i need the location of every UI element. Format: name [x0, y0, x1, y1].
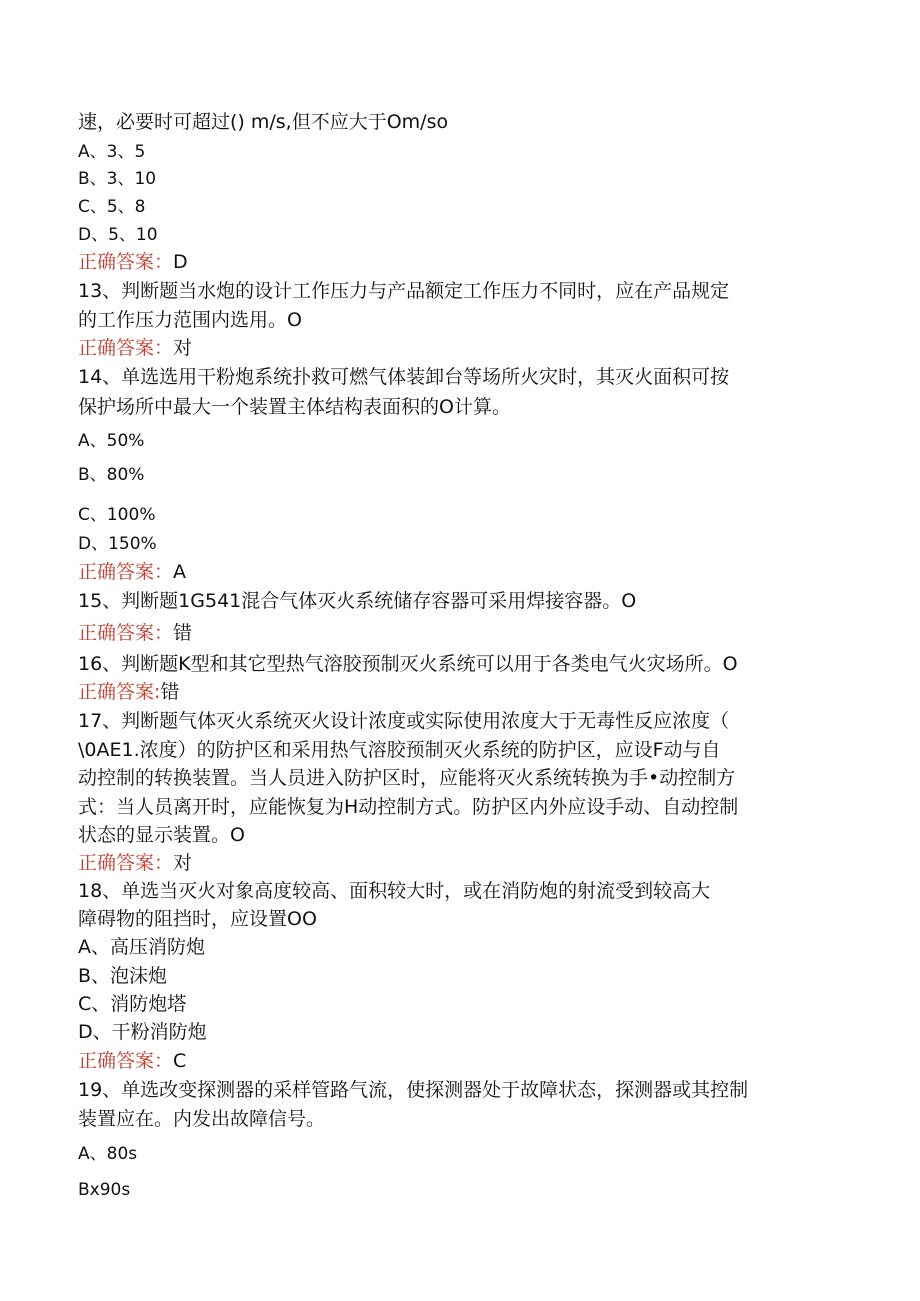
answer-line	[78, 337, 192, 359]
option-a: A、3、5	[78, 142, 146, 162]
question-19-line2: 装置应在。内发出故障信号。	[78, 1108, 326, 1130]
question-16: 16、判断题K型和其它型热气溶胶预制灭火系统可以用于各类电气火灾场所。O	[78, 653, 738, 675]
option-c: C、消防炮塔	[78, 993, 187, 1015]
answer-line	[78, 1050, 186, 1072]
question-stem-continuation: 速，必要时可超过() m/s,但不应大于Om/so	[78, 111, 449, 133]
answer-label: 正确答案：	[78, 251, 174, 273]
question-15: 15、判断题1G541混合气体灭火系统储存容器可采用焊接容器。O	[78, 590, 637, 612]
answer-line	[78, 852, 192, 874]
answer-line	[78, 622, 192, 644]
answer-label: 正确答案：	[78, 852, 174, 874]
option-a: A、高压消防炮	[78, 936, 205, 958]
option-d: D、干粉消防炮	[78, 1021, 207, 1043]
answer-label: 正确答案：	[78, 561, 174, 583]
answer-value: D	[173, 251, 188, 273]
option-b: B、3、10	[78, 169, 157, 189]
question-18-line2: 障碍物的阻挡时，应设置OO	[78, 908, 317, 930]
question-17-line5: 状态的显示装置。O	[78, 824, 245, 846]
question-17: 17、判断题气体灭火系统灭火设计浓度或实际使用浓度大于无毒性反应浓度（	[78, 710, 730, 732]
answer-label: 正确答案：	[78, 622, 174, 644]
option-b: B、80%	[78, 465, 145, 485]
question-13: 13、判断题当水炮的设计工作压力与产品额定工作压力不同时，应在产品规定	[78, 280, 730, 302]
answer-value: 错	[160, 681, 180, 703]
option-c: C、5、8	[78, 197, 146, 217]
question-17-line4: 式：当人员离开时，应能恢复为H动控制方式。防护区内外应设手动、自动控制	[78, 796, 739, 818]
option-b: B、泡沫炮	[78, 965, 168, 987]
answer-value: C	[173, 1050, 187, 1072]
answer-label: 正确答案：	[78, 337, 174, 359]
answer-value: A	[173, 561, 187, 583]
answer-value: 对	[173, 337, 193, 359]
question-14: 14、单选选用干粉炮系统扑救可燃气体装卸台等场所火灾时，其灭火面积可按	[78, 366, 730, 388]
option-d: D、5、10	[78, 225, 158, 245]
answer-label: 正确答案:	[78, 681, 161, 703]
answer-label: 正确答案：	[78, 1050, 174, 1072]
answer-line	[78, 251, 188, 273]
answer-line	[78, 681, 179, 703]
question-19: 19、单选改变探测器的采样管路气流，使探测器处于故障状态，探测器或其控制	[78, 1079, 749, 1101]
question-14-line2: 保护场所中最大一个装置主体结构表面积的O计算。	[78, 396, 511, 418]
option-c: C、100%	[78, 505, 156, 525]
answer-line	[78, 561, 186, 583]
option-d: D、150%	[78, 534, 157, 554]
answer-value: 对	[173, 852, 193, 874]
question-18: 18、单选当灭火对象高度较高、面积较大时，或在消防炮的射流受到较高大	[78, 880, 711, 902]
question-17-line2: \0AE1.浓度）的防护区和采用热气溶胶预制灭火系统的防护区，应设F动与自	[78, 739, 721, 761]
option-a: A、50%	[78, 431, 145, 451]
question-13-line2: 的工作压力范围内选用。O	[78, 309, 302, 331]
option-b: Bx90s	[78, 1180, 131, 1200]
answer-value: 错	[173, 622, 193, 644]
option-a: A、80s	[78, 1144, 138, 1164]
question-17-line3: 动控制的转换装置。当人员进入防护区时，应能将灭火系统转换为手•动控制方	[78, 767, 736, 789]
